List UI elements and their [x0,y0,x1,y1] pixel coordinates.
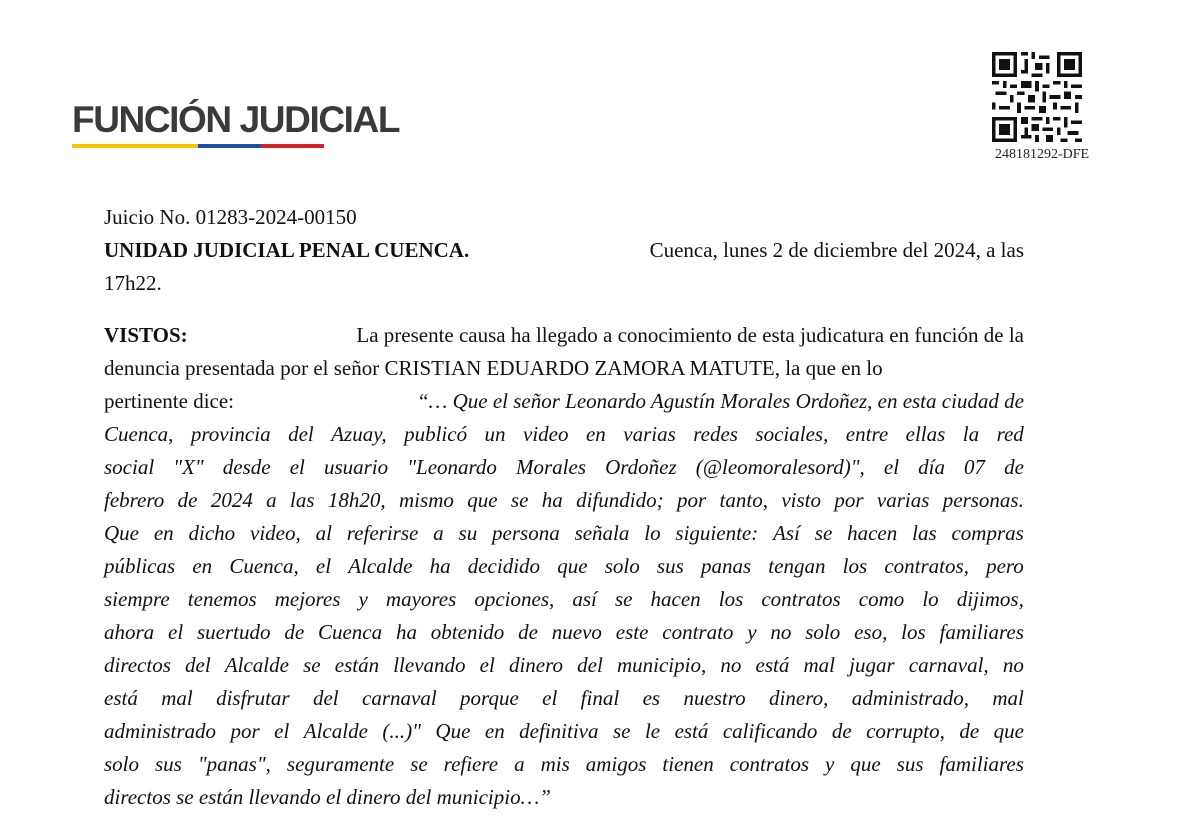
word: difundido; [576,488,664,512]
word: ellas [905,422,946,446]
word: final [580,686,620,710]
date-text: Cuenca, lunes 2 de diciembre del 2024, a las [649,238,1024,262]
word: ha [395,620,417,644]
word: el [168,620,184,644]
word: que [467,488,498,512]
word: familiares [939,752,1024,776]
quote-line [104,748,1024,781]
word: "panas", [197,752,271,776]
word: al [315,521,332,545]
word: red [996,422,1024,446]
word: video [523,422,569,446]
word: hacen [650,587,701,611]
word: es [642,686,661,710]
word: su [458,521,478,545]
word: varias [623,422,676,446]
word: de [284,620,305,644]
word: sus [656,554,684,578]
word: desde [222,455,271,479]
word: los [901,620,926,644]
word: se [612,719,631,743]
word: calificando [722,719,818,743]
word: siguiente: [675,521,759,545]
word: Que [435,719,471,743]
word: señala [574,521,630,545]
word: no [720,653,742,677]
vistos-label: VISTOS: [104,323,188,347]
word: de [1004,455,1024,479]
word: ha [429,554,451,578]
word: dijimos, [956,587,1024,611]
word: el [479,653,495,677]
word: está [674,719,709,743]
word: que [993,719,1024,743]
word: refiere [443,752,499,776]
word: decidido [467,554,541,578]
word: mal [992,686,1024,710]
word: el [289,455,305,479]
word: familiares [939,620,1024,644]
word: contratos [729,752,810,776]
quote-line [104,517,1024,550]
word: a [433,521,444,545]
word: Cuenca [317,620,383,644]
flag-red [261,144,324,148]
word: personas. [942,488,1024,512]
word: no [1002,653,1024,677]
word: del [288,422,314,446]
word: en [192,554,213,578]
word: contrato [662,620,734,644]
word: (...)" [382,719,421,743]
word: mayores [385,587,457,611]
word: eso, [854,620,888,644]
word: 18h20, [327,488,386,512]
word: a [514,752,525,776]
word: el [315,554,332,578]
word: mal [803,653,835,677]
ecuador-flag-stripe [72,144,324,148]
word: contratos [761,587,841,611]
word: en [585,422,606,446]
word: los [718,587,744,611]
word: obtenido [430,620,505,644]
word: entre [845,422,889,446]
word: el [542,686,558,710]
word: administrado [104,719,217,743]
body-line: denuncia presentada por el señor CRISTIAN EDUARDO ZAMORA MATUTE, la que en lo [104,356,883,380]
word: porque [460,686,519,710]
word: opciones, [474,587,555,611]
word: mejores [274,587,341,611]
pertinente-text: pertinente dice: [104,389,235,413]
word: provincia [190,422,271,446]
word: 2024 [210,488,253,512]
word: tenemos [187,587,257,611]
word: municipio, [616,653,707,677]
word: de [177,488,198,512]
word: pero [986,554,1024,578]
word: hacen [847,521,898,545]
flag-yellow [72,144,198,148]
word: dicho [188,521,236,545]
word: dinero, [769,686,829,710]
word: que [850,752,881,776]
word: un [484,422,506,446]
word: siempre [104,587,170,611]
word: en [153,521,174,545]
word: a [266,488,277,512]
flag-blue [198,144,261,148]
word: contratos, [884,554,969,578]
quote-line [104,484,1024,517]
word: administrado, [851,686,969,710]
word: las [912,521,937,545]
word: Cuenca, [229,554,299,578]
word: no [770,620,792,644]
word: se [510,488,529,512]
quote-line [104,649,1024,682]
word: Cuenca, [104,422,174,446]
word: se [814,521,833,545]
word: disfrutar [216,686,290,710]
case-number: Juicio No. 01283-2024-00150 [104,205,357,229]
quote-line [104,715,1024,748]
quote-line [104,682,1024,715]
word: día [918,455,945,479]
word: (@leomoralesord)", [695,455,865,479]
quote-line [104,451,1024,484]
word: usuario [323,455,389,479]
word: redes [693,422,738,446]
word: directos [104,653,171,677]
word: públicas [104,554,176,578]
word: sus [155,752,182,776]
court-date-line [104,234,1024,267]
word: Alcalde [303,719,368,743]
quote-line [104,616,1024,649]
word: solo [104,752,140,776]
vistos-text: La presente causa ha llegado a conocimiento de esta judicatura en función de la [356,323,1024,347]
word: tengan [768,554,826,578]
word: compras [951,521,1024,545]
word: las [290,488,315,512]
word: dinero [508,653,564,677]
word: Ordoñez [605,455,677,479]
word: nuevo [551,620,602,644]
word: varias [876,488,930,512]
word: está [755,653,790,677]
word: referirse [346,521,419,545]
word: así [572,587,597,611]
word: ha [541,488,563,512]
word: solo [604,554,640,578]
word: se [303,653,321,677]
word: Así [773,521,800,545]
word: está [104,686,138,710]
word: que [557,554,588,578]
quote-line [104,583,1024,616]
word: publicó [404,422,468,446]
word: mismo [399,488,454,512]
word: y [358,587,368,611]
word: solo [805,620,841,644]
word: Alcalde [224,653,289,677]
word: de [518,620,538,644]
word: mal [161,686,193,710]
word: video, [250,521,301,545]
word: corrupto, [866,719,945,743]
quote-end: directos se están llevando el dinero del municipio…” [104,785,551,809]
body-line [104,385,1024,418]
word: visto [781,488,821,512]
quote-line [104,550,1024,583]
word: ahora [104,620,155,644]
word: panas [700,554,752,578]
word: "X" [173,455,204,479]
word: carnaval [362,686,437,710]
word: los [842,554,868,578]
word: tienen [662,752,714,776]
word: y [747,620,757,644]
word: suertudo [197,620,271,644]
word: de [959,719,980,743]
word: y [825,752,835,776]
word: social [104,455,155,479]
qr-code-icon [992,52,1082,142]
word: seguramente [286,752,395,776]
word: mis [540,752,570,776]
word: amigos [585,752,647,776]
logo-text: FUNCIÓN JUDICIAL [72,99,400,140]
word: sus [896,752,924,776]
word: de [831,719,852,743]
word: lo [922,587,939,611]
word: sociales, [755,422,829,446]
word: Que [104,521,139,545]
word: el [274,719,290,743]
word: están [334,653,380,677]
word: le [644,719,661,743]
word: del [312,686,339,710]
word: Alcalde [348,554,413,578]
word: tanto, [719,488,768,512]
word: lo [644,521,661,545]
word: 07 [964,455,986,479]
funcion-judicial-logo [72,99,400,148]
word: como [858,587,905,611]
word: persona [492,521,560,545]
vistos-line [104,319,1024,352]
word: por [676,488,707,512]
word: en [484,719,505,743]
qr-code-label: 248181292-DFE [994,147,1090,162]
time-line: 17h22. [104,271,162,295]
word: nuestro [683,686,746,710]
word: "Leonardo [407,455,497,479]
word: Morales [516,455,586,479]
word: del [185,653,211,677]
word: la [962,422,980,446]
word: por [834,488,864,512]
word: este [615,620,649,644]
quote-start: “… Que el señor Leonardo Agustín Morales Ordoñez, en esta ciudad de [416,389,1024,413]
word: se [614,587,633,611]
word: carnaval, [908,653,989,677]
word: el [883,455,900,479]
word: jugar [849,653,895,677]
word: Azuay, [331,422,387,446]
word: definitiva [519,719,599,743]
resolution-text [104,201,1024,814]
word: febrero [104,488,165,512]
quote-line [104,418,1024,451]
word: por [230,719,260,743]
word: del [577,653,603,677]
word: llevando [393,653,466,677]
word: se [410,752,428,776]
court-name: UNIDAD JUDICIAL PENAL CUENCA. [104,238,470,262]
